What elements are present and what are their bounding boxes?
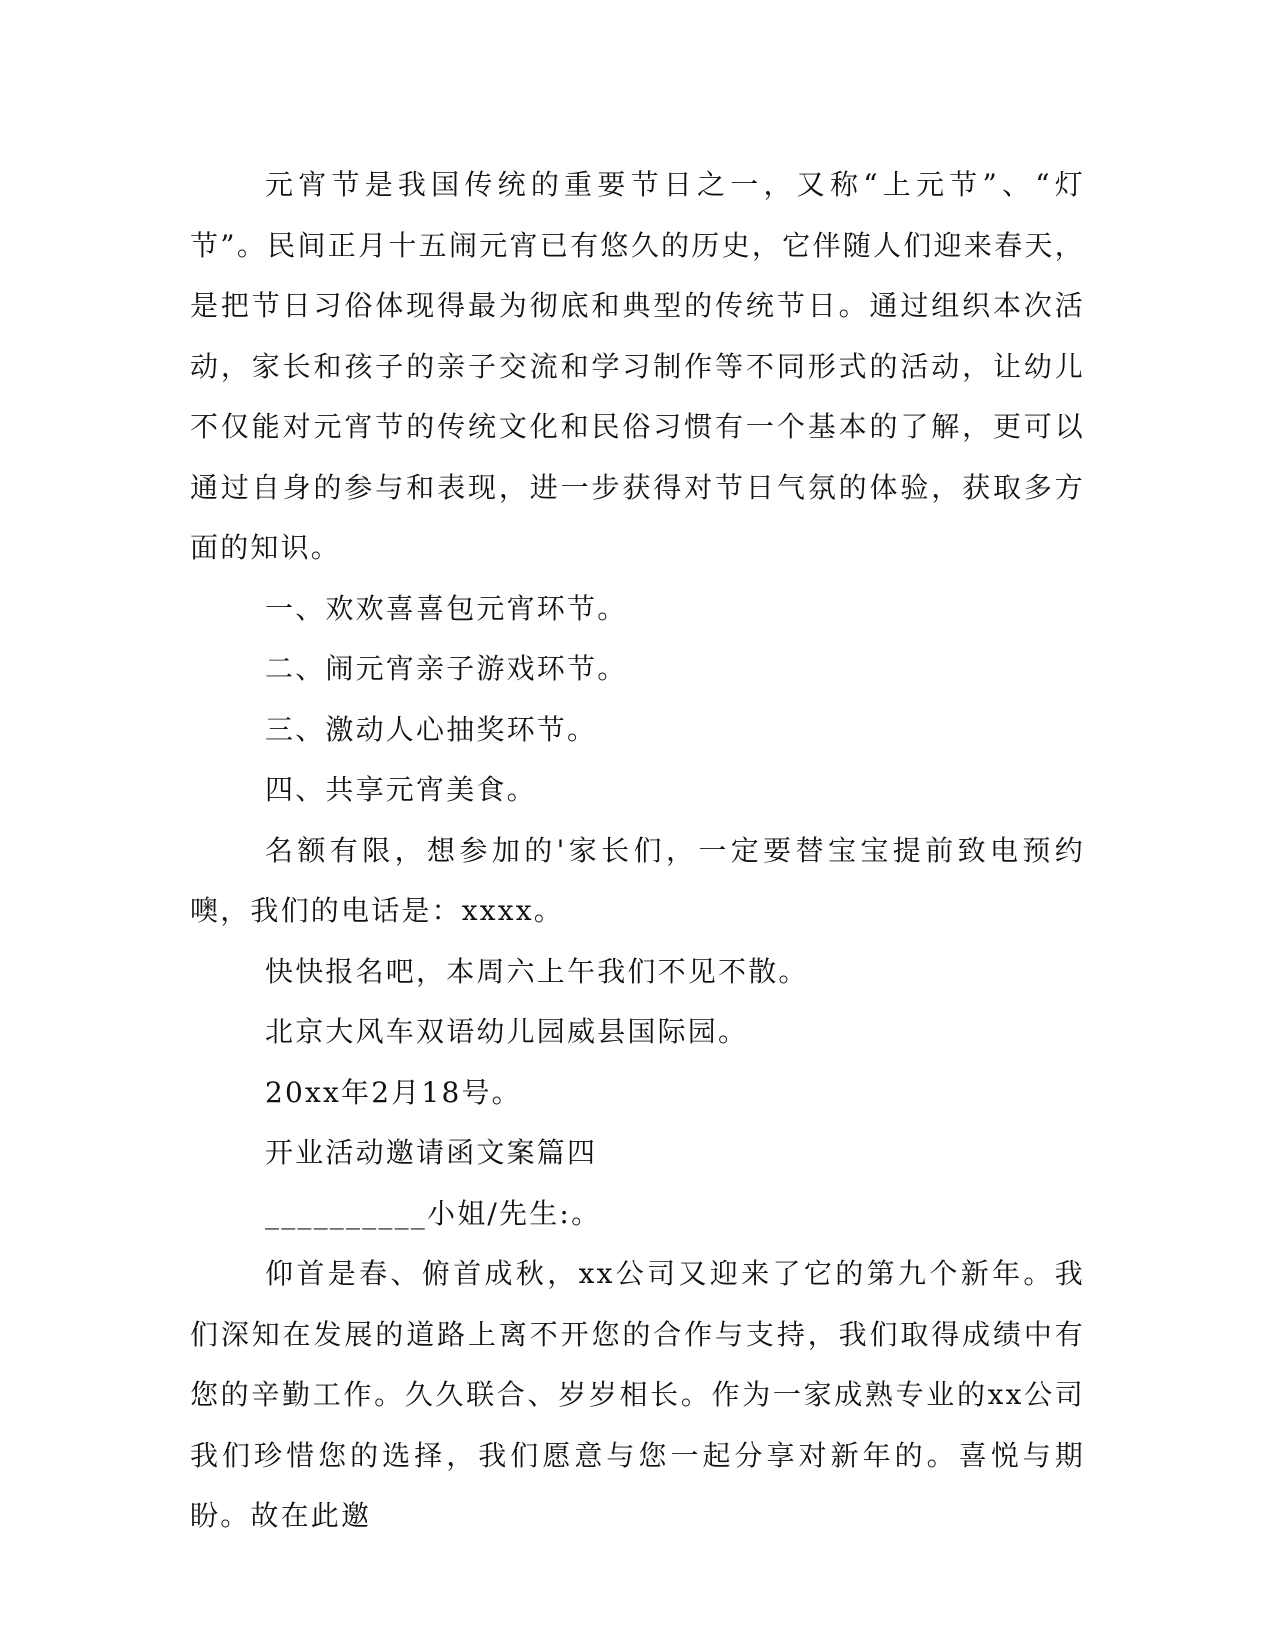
- intro-paragraph: 元宵节是我国传统的重要节日之一，又称“上元节”、“灯节”。民间正月十五闹元宵已有悠久的历史，它伴随人们迎来春天，是把节日习俗体现得最为彻底和典型的传统节日。通过组织本次活动，家长和孩子的亲子交流和学习制作等不同形式的活动，让幼儿不仅能对元宵节的传统文化和民俗习惯有一个基本的了解，更可以通过自身的参与和表现，进一步获得对节日气氛的体验，获取多方面的知识。: [190, 168, 1085, 564]
- date-line: 20xx年2月18号。: [265, 1075, 522, 1109]
- invitation-paragraph: 仰首是春、俯首成秋，xx公司又迎来了它的第九个新年。我们深知在发展的道路上离不开您的合作与支持，我们取得成绩中有您的辛勤工作。久久联合、岁岁相长。作为一家成熟专业的xx公司我们珍惜您的选择，我们愿意与您一起分享对新年的。喜悦与期盼。故在此邀: [190, 1257, 1085, 1532]
- organizer-line: 北京大风车双语幼儿园威县国际园。: [265, 1015, 749, 1048]
- salutation-line: __________小姐/先生:。: [265, 1196, 602, 1230]
- activity-item-4: 四、共享元宵美食。: [265, 773, 537, 806]
- activity-item-3: 三、激动人心抽奖环节。: [265, 712, 598, 746]
- document-body: [190, 155, 1085, 1547]
- signup-line: 快快报名吧，本周六上午我们不见不散。: [265, 954, 809, 988]
- registration-paragraph: 名额有限，想参加的'家长们，一定要替宝宝提前致电预约噢，我们的电话是：xxxx。: [190, 833, 1085, 927]
- activity-item-2: 二、闹元宵亲子游戏环节。: [265, 652, 628, 685]
- activity-item-1: 一、欢欢喜喜包元宵环节。: [265, 591, 628, 625]
- section-heading: 开业活动邀请函文案篇四: [265, 1136, 598, 1169]
